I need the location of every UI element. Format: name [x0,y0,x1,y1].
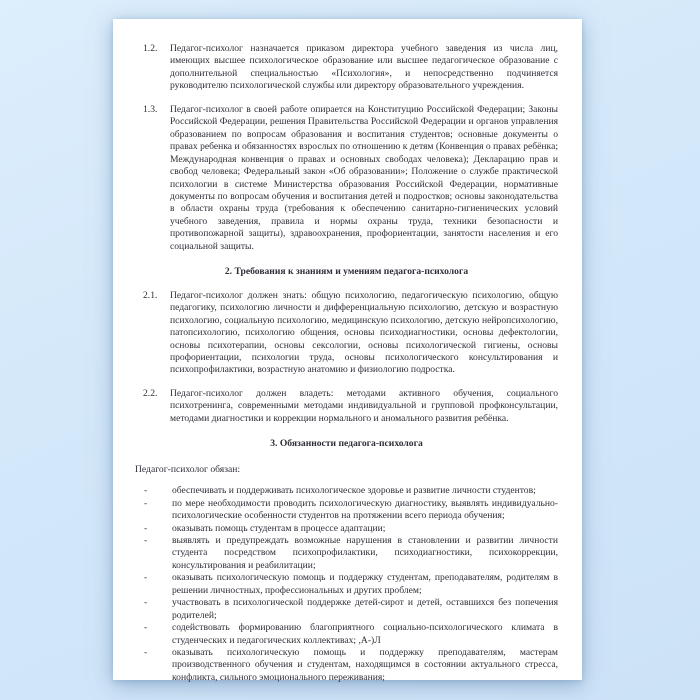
bullet-dash: - [144,485,148,497]
bullet-dash: - [144,647,148,659]
duty-text: обеспечивать и поддерживать психологическое здоровье и развитие личности студентов; [172,485,536,497]
clause-number: 2.2. [143,387,158,399]
duty-item [135,572,558,597]
duty-item [135,535,558,572]
section-heading-3: 3. Обязанности педагога-психолога [270,438,423,450]
duty-item [135,622,558,647]
clause-1-3 [135,104,558,253]
document-page [113,19,582,683]
clause-number: 2.1. [143,289,158,301]
section-heading-2: 2. Требования к знаниям и умениям педагога-психолога [224,266,469,278]
bullet-dash: - [144,497,148,509]
duty-text: оказывать психологическую помощь и поддержку студентам, преподавателям, родителям в решении личностных, профессиональных и других проблем; [172,572,558,596]
bullet-dash: - [144,522,148,534]
bullet-dash: - [144,534,148,546]
duties-intro: Педагог-психолог обязан: [135,463,241,475]
duty-text: участвовать в психологической поддержке детей-сирот и детей, оставшихся без попечения родителей; [172,597,558,621]
duty-text: по мере необходимости проводить психологическую диагностику, выявлять индивидуально-психологические особенности студентов на протяжении всего периода обучения; [172,497,558,522]
duty-item [135,498,558,523]
duty-item [135,647,558,684]
duty-text: оказывать помощь студентам в процессе адаптации; [172,522,386,534]
clause-text: Педагог-психолог назначается приказом директора учебного заведения из числа лиц, имеющих высшее психологическое образование или высшее педагогическое образование с дополнительной специальностью «Психология», и непосредственно подчиняется руководителю психологической службы или директору образовательного учреждения. [170,43,558,92]
duty-item [135,523,558,535]
bullet-dash: - [144,597,148,609]
duty-text: содействовать формированию благоприятного социально-психологического климата в студенческих и педагогических коллективах; ,А-)Л [172,622,558,646]
clause-2-1 [135,290,558,377]
bullet-dash: - [144,572,148,584]
duty-item [135,485,558,497]
duty-text: оказывать психологическую помощь и поддержку преподавателям, мастерам производственного обучения и студентам, находящимся в состоянии актуального стресса, конфликта, сильного эмоционального переживания; [172,647,558,683]
clause-number: 1.2. [143,43,158,54]
document-content [135,43,558,684]
clause-text: Педагог-психолог должен знать: общую психологию, педагогическую психологию, общую педагогику, психологию личности и дифференциальную психологию, детскую и возрастную психологию, социальную психологию, медицинскую психологию, детскую нейропсихологию, патопсихологию, психологию общения, основы психодиагностики, основы дефектологии, основы психотерапии, основы сексологии, основы психологической гигиены, основы профориентации, психологии труда, основы психологического консультирования и психопрофилактики, возрастную анатомию и физиологию подростка. [170,289,558,376]
clause-1-2 [135,43,558,93]
duty-item [135,597,558,622]
clause-text: Педагог-психолог в своей работе опирается на Конституцию Российской Федерации; Законы Российской Федерации, решения Правительства Российской Федерации и органов управления образованием по вопросам образования и воспитания студентов; основные документы о правах ребенка и обязанностях взрослых по отношению к детям (Конвенция о правах ребёнка; Международная конвенция о правах и основных свободах человека); Декларацию прав и свобод человека; Федеральный закон «Об образовании»; Положение о службе практической психологии в системе Министерства образования Российской Федерации, нормативные документы по вопросам обучения и воспитания детей и подростков; основы законодательства в области охраны труда (требования к обеспечению санитарно-гигиенических условий учебного заведения, правила и нормы охраны труда, техники безопасности и противопожарной защиты), здравоохранения, профориентации, занятости населения и его социальной защиты. [170,103,558,252]
clause-2-2 [135,388,558,425]
clause-number: 1.3. [143,103,158,115]
duty-text: выявлять и предупреждать возможные нарушения в становлении и развитии личности студента посредством психопрофилактики, психодиагностики, психокоррекции, консультирования и реабилитации; [172,534,558,571]
clause-text: Педагог-психолог должен владеть: методами активного обучения, социального психотренинга, современными методами индивидуальной и групповой профконсультации, методами диагностики и коррекции нормального и аномального развития ребёнка. [170,387,558,424]
bullet-dash: - [144,622,148,634]
